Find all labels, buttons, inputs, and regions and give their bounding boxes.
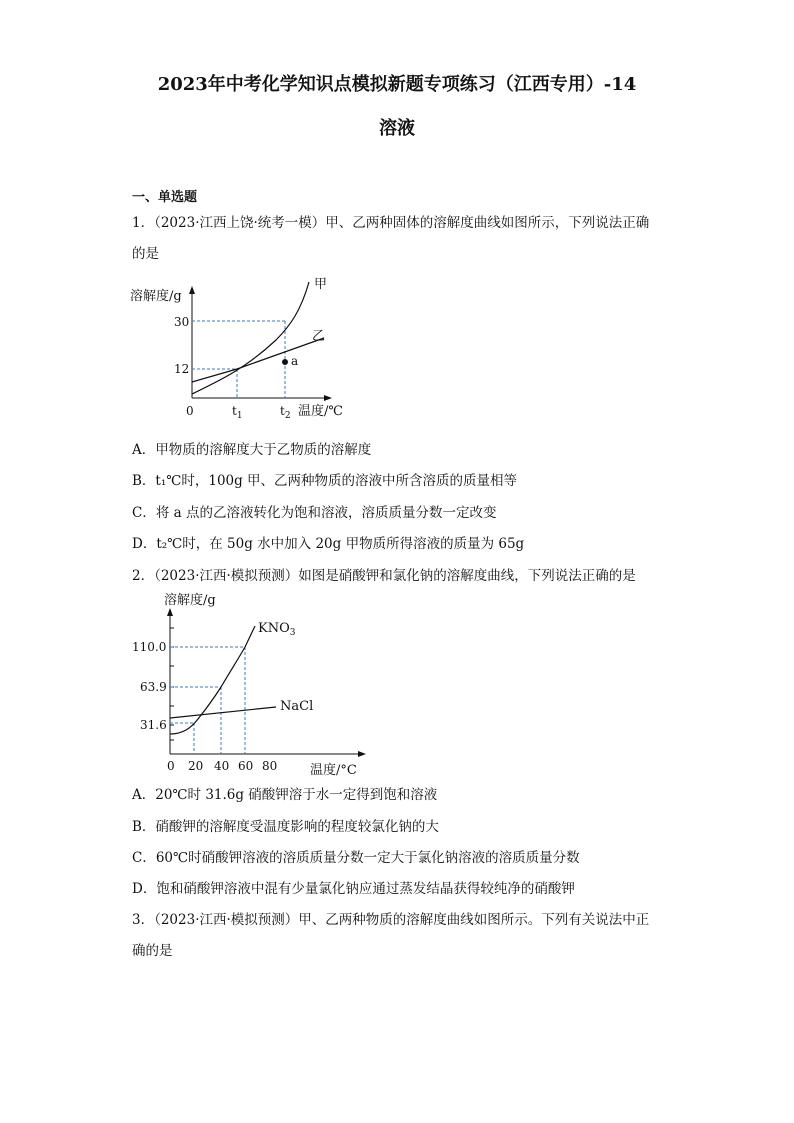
q1-option-b: B．t₁℃时，100g 甲、乙两种物质的溶液中所含溶质的质量相等 <box>132 473 518 489</box>
q1-ytick-12: 12 <box>174 362 190 376</box>
q2-xtick-40: 40 <box>214 759 230 773</box>
q2-ylabel: 溶解度/g <box>164 593 216 608</box>
q1-x-axis-arrow <box>324 395 332 401</box>
q1-origin: 0 <box>186 404 194 418</box>
q2-xtick-20: 20 <box>188 759 204 773</box>
q2-curve-nacl <box>170 707 276 718</box>
q1-option-d: D．t₂℃时，在 50g 水中加入 20g 甲物质所得溶液的质量为 65g <box>132 536 525 552</box>
q2-y-axis-arrow <box>167 608 173 616</box>
q1-ytick-30: 30 <box>174 315 190 329</box>
document-title-line2: 溶液 <box>379 118 415 139</box>
q1-curve-yi <box>192 338 324 382</box>
q2-stem: 2．（2023·江西·模拟预测）如图是硝酸钾和氯化钠的溶解度曲线，下列说法正确的是 <box>132 568 636 584</box>
q2-label-nacl: NaCl <box>280 699 314 714</box>
q2-xtick-60: 60 <box>238 759 254 773</box>
q2-option-b: B．硝酸钾的溶解度受温度影响的程度较氯化钠的大 <box>132 819 439 835</box>
q2-xlabel: 温度/°C <box>310 763 357 778</box>
q2-xtick-80: 80 <box>262 759 278 773</box>
q2-option-a: A．20℃时 31.6g 硝酸钾溶于水一定得到饱和溶液 <box>132 787 438 803</box>
q2-curve-kno3 <box>170 626 255 734</box>
q2-x-axis-arrow <box>358 751 366 757</box>
section-heading: 一、单选题 <box>132 190 198 205</box>
q1-label-jia: 甲 <box>314 277 328 292</box>
q1-option-c: C．将 a 点的乙溶液转化为饱和溶液，溶质质量分数一定改变 <box>132 505 497 521</box>
q2-solubility-chart <box>128 588 378 780</box>
q1-xtick-t1: $t_1$ <box>232 404 243 421</box>
q1-option-a: A．甲物质的溶解度大于乙物质的溶解度 <box>132 442 372 458</box>
q2-ytick-63-9: 63.9 <box>140 680 167 694</box>
q2-option-c: C．60℃时硝酸钾溶液的溶质质量分数一定大于氯化钠溶液的溶质质量分数 <box>132 850 580 866</box>
q2-ytick-110: 110.0 <box>132 640 167 654</box>
q1-stem-line1: 1．（2023·江西上饶·统考一模）甲、乙两种固体的溶解度曲线如图所示，下列说法正确 <box>132 215 650 231</box>
q1-xtick-t2: $t_2$ <box>280 404 291 421</box>
q1-label-a: a <box>291 354 299 368</box>
q2-ytick-31-6: 31.6 <box>140 718 167 732</box>
q1-stem-line2: 的是 <box>132 246 159 262</box>
q3-stem-line1: 3．（2023·江西·模拟预测）甲、乙两种物质的溶解度曲线如图所示。下列有关说法中正 <box>132 912 650 928</box>
document-title-line1: 2023年中考化学知识点模拟新题专项练习（江西专用）-14 <box>157 74 637 95</box>
q1-label-yi: 乙 <box>312 329 326 344</box>
q1-solubility-chart <box>126 272 366 432</box>
q3-stem-line2: 确的是 <box>132 943 173 959</box>
q1-y-axis-arrow <box>189 286 195 294</box>
q2-option-d: D．饱和硝酸钾溶液中混有少量氯化钠应通过蒸发结晶获得较纯净的硝酸钾 <box>132 881 575 897</box>
q1-xlabel: 温度/℃ <box>298 404 343 419</box>
q2-xtick-0: 0 <box>167 759 175 773</box>
q2-label-kno3: $KNO_3$ <box>258 621 296 638</box>
q1-ylabel: 溶解度/g <box>130 289 182 304</box>
q1-point-a <box>282 359 288 365</box>
